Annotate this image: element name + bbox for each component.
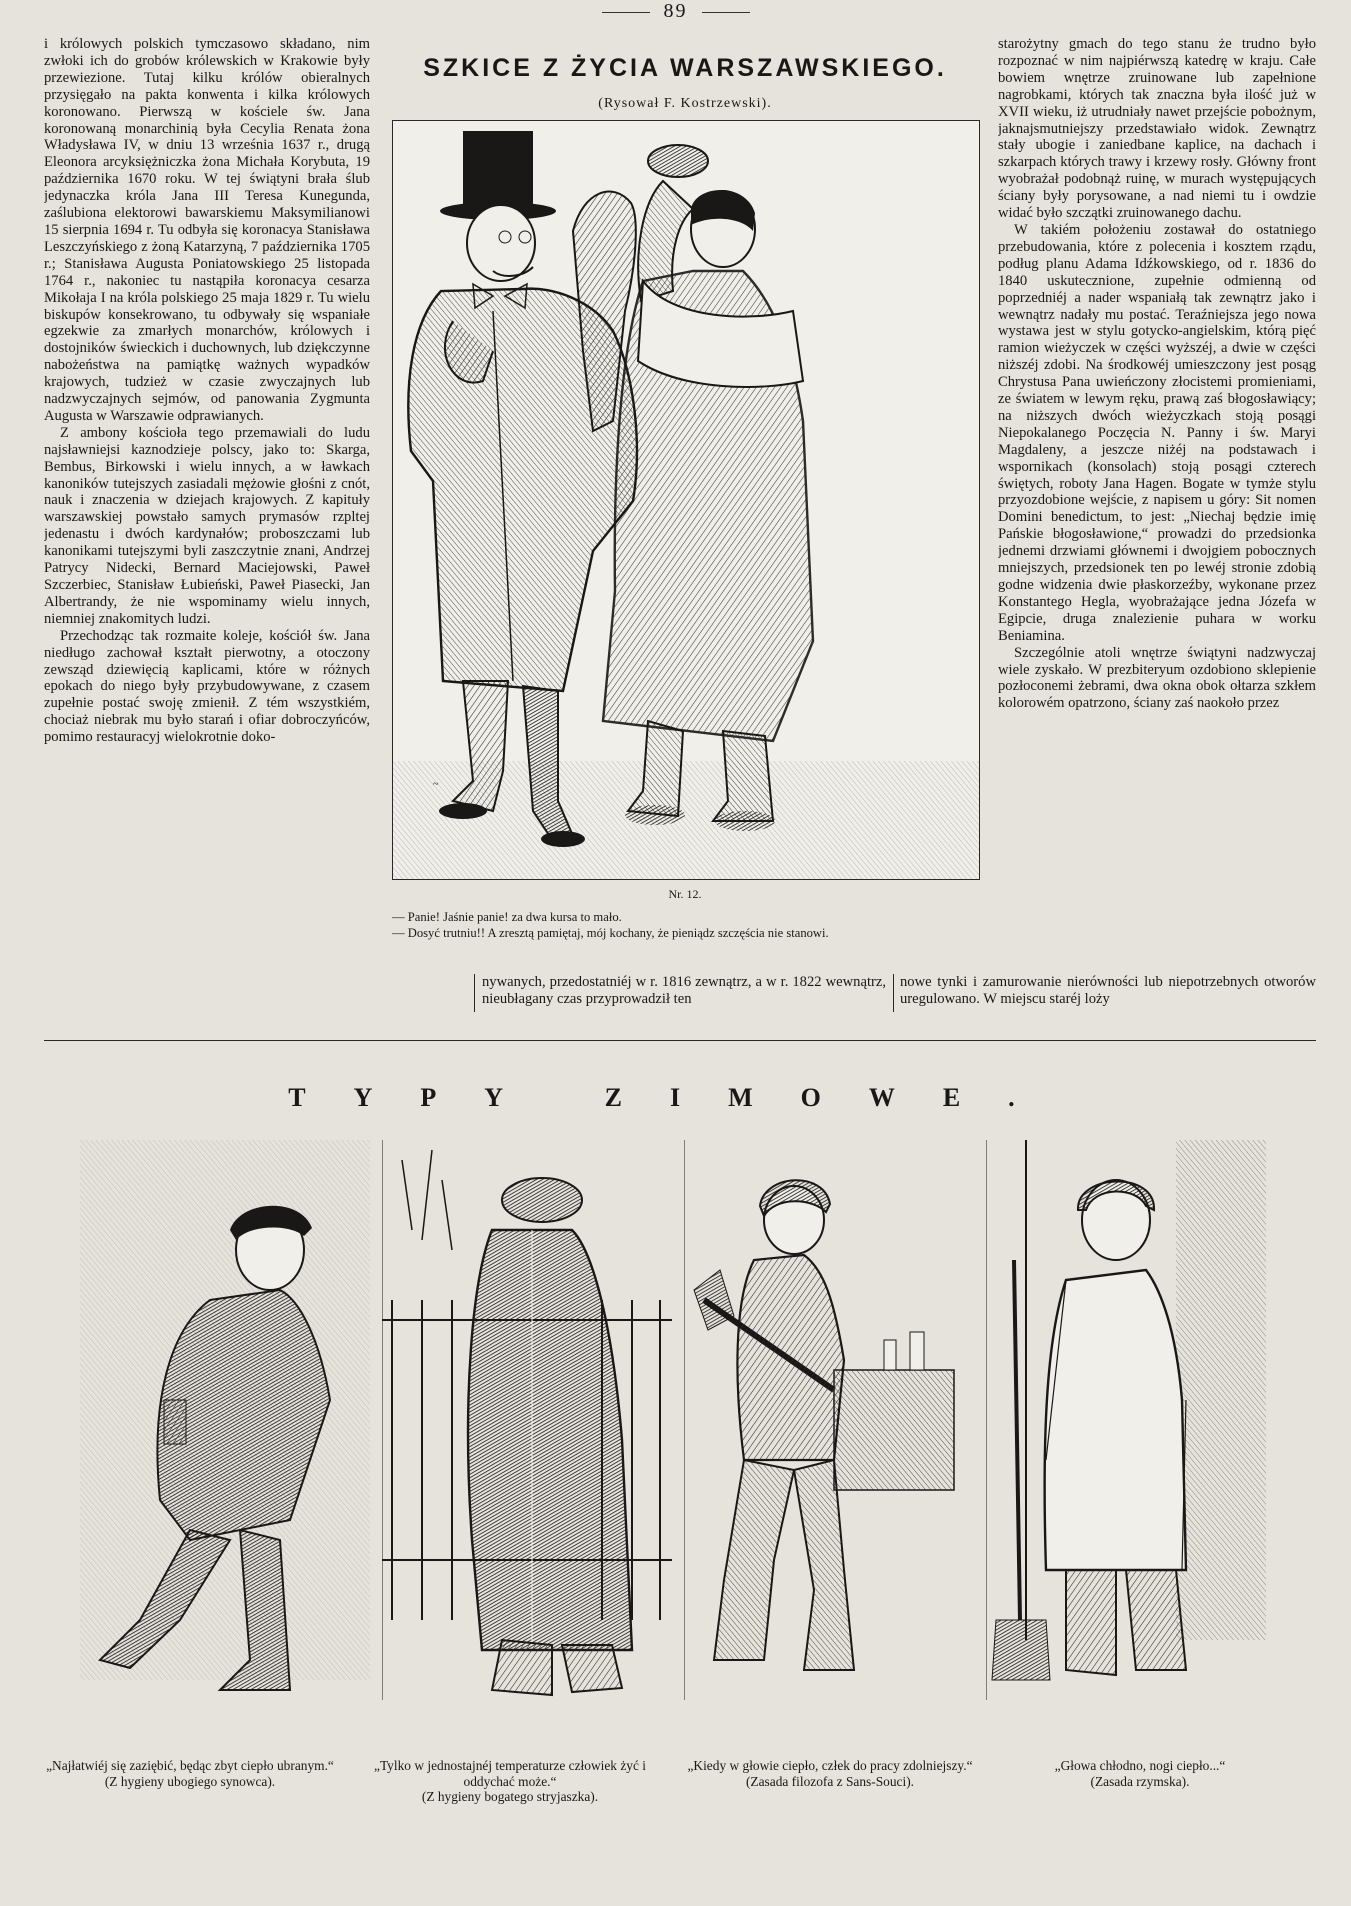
page-number xyxy=(0,0,1351,23)
winter-quote: „Kiedy w głowie ciepło, człek do pracy zdolniejszy.“ xyxy=(687,1758,973,1773)
engraving-drawing xyxy=(393,121,979,879)
winter-source: (Zasada rzymska). xyxy=(1090,1773,1190,1789)
winter-quote: „Tylko w jednostajnéj temperaturze człowiek żyć i oddychać może.“ xyxy=(374,1758,646,1789)
winter-panel-4 xyxy=(986,1140,1276,1750)
engraving-sweeper xyxy=(986,1140,1276,1750)
engraving-street-scene xyxy=(392,120,980,880)
engraving-workman xyxy=(684,1140,974,1750)
paragraph: W takiém położeniu zostawał do ostatniego przebudowania, które z polecenia i kosztem rządu, podług planu Adama Idźkowskiego, od r. 1836 do 1840 uskutecznione, zupełnie odmienną od poprzedniéj a nader wspaniałą tak zewnątrz jako i wewnątrz nadały mu postać. Teraźniejsza jego nowa wystawa jest w stylu gotycko-angielskim, którą pięć ramion wieżyczek w części wyższéj, a dwie w części niższéj zdobi. Na środkowéj umieszczony jest posąg Chrystusa Pana uwieńczony złocistemi promieniami, ze światem w lewym ręku, prawą zaś błogosławiący; na niższych dwóch wieżyczkach stoją posągi Niepokalanego Poczęcia N. Panny i św. Maryi Magdaleny, a jeszcze niżéj na podstawach i wspornikach (konsolach) stoją posągi czterech świętych, roboty Jana Hagen. Bogate w tymże stylu przyozdobione wejście, z napisem u góry: Sit nomen Domini benedictum, to jest: „Niechaj będzie imię Pańskie błogosławione,“ prowadzi do przedsionka jednemi drzwiami głównemi i dwojgiem pobocznych mniejszych, przedsionek ten po lewéj stronie zdobią godne widzenia dwie płaskorzeźby, wykonane przez Konstantego Hegla, wyobrażające jedna Józefa w Egipcie, druga znalezienie puhara w worku Beniamina. xyxy=(998,221,1316,644)
svg-text:~: ~ xyxy=(433,779,439,790)
engraving-cold-nephew xyxy=(80,1140,370,1750)
winter-caption-3 xyxy=(680,1758,980,1789)
paragraph: Z ambony kościoła tego przemawiali do ludu najsławniejsi kaznodzieje polscy, jako to: Skarga, Bembus, Birkowski i wielu innych, a w ławkach kanoników tutejszych zasiadali mężowie głośni z cnót, nauk i znaczenia w dziejach krajowych. Z kapituły warszawskiej powstało samych prymasów rzpltej jedenastu i dwóch kardynałów; proboszczami lub kanonikami tutejszymi byli zaszczytnie znani, Andrzej Patrycy Nidecki, Bernard Maciejowski, Paweł Szczerbiec, Stanisław Łubieński, Paweł Piasecki, Jan Albertrandy, że nie wspominamy wielu innych, niemniej znakomitych ludzi. xyxy=(44,424,370,627)
engraving-caption xyxy=(392,909,986,941)
winter-caption-1 xyxy=(40,1758,340,1789)
winter-quote: „Głowa chłodno, nogi ciepło...“ xyxy=(1054,1758,1226,1773)
page-number-text: 89 xyxy=(663,0,688,22)
page-number-rule-right xyxy=(702,12,750,13)
dialog-line-1: — Panie! Jaśnie panie! za dwa kursa to mało. xyxy=(392,910,622,924)
winter-types-title: TYPY ZIMOWE. xyxy=(288,1083,1063,1112)
winter-source: (Zasada filozofa z Sans-Souci). xyxy=(745,1773,915,1789)
winter-panel-3 xyxy=(684,1140,974,1750)
winter-panel-2 xyxy=(382,1140,672,1750)
winter-panel-1 xyxy=(80,1140,370,1750)
winter-quote: „Najłatwiéj się zaziębić, będąc zbyt ciepło ubranym.“ xyxy=(46,1758,334,1773)
plate-number: Nr. 12. xyxy=(668,887,702,901)
winter-caption-2 xyxy=(360,1758,660,1805)
section-divider xyxy=(44,1040,1316,1041)
dialog-line-2: — Dosyć trutniu!! A zresztą pamiętaj, mój kochany, że pieniądz szczęścia nie stanowi. xyxy=(392,926,829,940)
paragraph: Przechodząc tak rozmaite koleje, kościół św. Jana niedługo zachował kształt pierwotny, a otoczony zewsząd dziewięcią kaplicami, które w różnych epokach do niego były przybudowywane, z czasem zupełnie postać swoję zmienił. Z tém wszystkiém, chociaż niebrak mu było starań i ofiar dobroczyńców, pomimo restauracyj wielokrotnie doko- xyxy=(44,627,370,746)
feature-title: SZKICE Z ŻYCIA WARSZAWSKIEGO. xyxy=(423,54,947,82)
winter-source: (Z hygieny ubogiego synowca). xyxy=(104,1773,276,1789)
column-divider xyxy=(474,974,475,1012)
column-divider xyxy=(893,974,894,1012)
winter-caption-4 xyxy=(990,1758,1290,1789)
winter-source: (Z hygieny bogatego stryjaszka). xyxy=(421,1789,599,1804)
article-column-left xyxy=(44,36,370,976)
paragraph: Szczególnie atoli wnętrze świątyni nadzwyczaj wiele zyskało. W prezbiteryum ozdobiono sklepienie pozłoconemi żebrami, dwa okna obok ołtarza szkłem kolorowém opatrzono, ściany zaś naokoło przez xyxy=(998,644,1316,712)
page-number-rule-left xyxy=(602,12,650,13)
engraving-warm-uncle xyxy=(382,1140,672,1750)
article-continuation-2: nowe tynki i zamurowanie nierówności lub niepotrzebnych otworów uregulowano. W miejscu staréj loży xyxy=(900,974,1316,1007)
paragraph: i królowych polskich tymczasowo składano, nim zwłoki ich do grobów królewskich w Krakowie były przewiezione. Tutaj kilku królów obieralnych przysięgało na pakta konwenta i kilka królowych koronowano. Pierwszą w kościele św. Jana koronowaną monarchinią była Cecylia Renata żona Władysława IV, w dniu 13 września 1637 r., drugą Eleonora arcyksiężniczka żona Michała Korybuta, 19 października 1670 roku. W tej świątyni brała ślub jedynaczka króla Jana III Teresa Kunegunda, zaślubiona elektorowi bawarskiemu Maksymilianowi 15 sierpnia 1694 r. Tu odbyła się koronacya Stanisława Leszczyńskiego z żoną Katarzyną, 7 października 1705 r.; Stanisława Augusta Poniatowskiego 25 listopada 1764 r., nakoniec tu nastąpiła koronacya cesarza Mikołaja I na króla polskiego 25 maja 1829 r. Tu wielu biskupów konsekrowano, tu odbywały się wspaniałe egzekwie za zmarłych monarchów, królowych i dostojników świeckich i duchownych, lub dziękczynne nabożeństwa na pamiątkę ważnych wypadków krajowych, tudzież w czasie zwyczajnych lub nadzwyczajnych sejmów, od panowania Zygmunta Augusta w Warszawie odprawianych. xyxy=(44,36,370,424)
feature-byline: (Rysował F. Kostrzewski). xyxy=(598,96,772,111)
winter-types-plate xyxy=(80,1140,1290,1770)
paragraph: starożytny gmach do tego stanu że trudno było rozpoznać w nim najpiérwszą katedrę w kraju. Całe bowiem wnętrze zruinowane lub zapełnione nagrobkami, których tak znaczna była ilość już w XVII wieku, iż utrudniały nawet przejście pobożnym, jaknajsmutniejszy przedstawiało widok. Zewnątrz stały ubogie i zaniedbane kaplice, na dachach i szkarpach których trawy i krzewy rosły. Główny front wyobrażał podobnąż ruinę, w murach występujących ściany były porysowane, a nad niemi tu i owdzie widać było szczątki zruinowanego dachu. xyxy=(998,36,1316,222)
article-continuation-1: nywanych, przedostatniéj w r. 1816 zewnątrz, a w r. 1822 wewnątrz, nieubłagany czas przyprowadził ten xyxy=(482,974,886,1007)
article-column-right xyxy=(998,36,1316,976)
